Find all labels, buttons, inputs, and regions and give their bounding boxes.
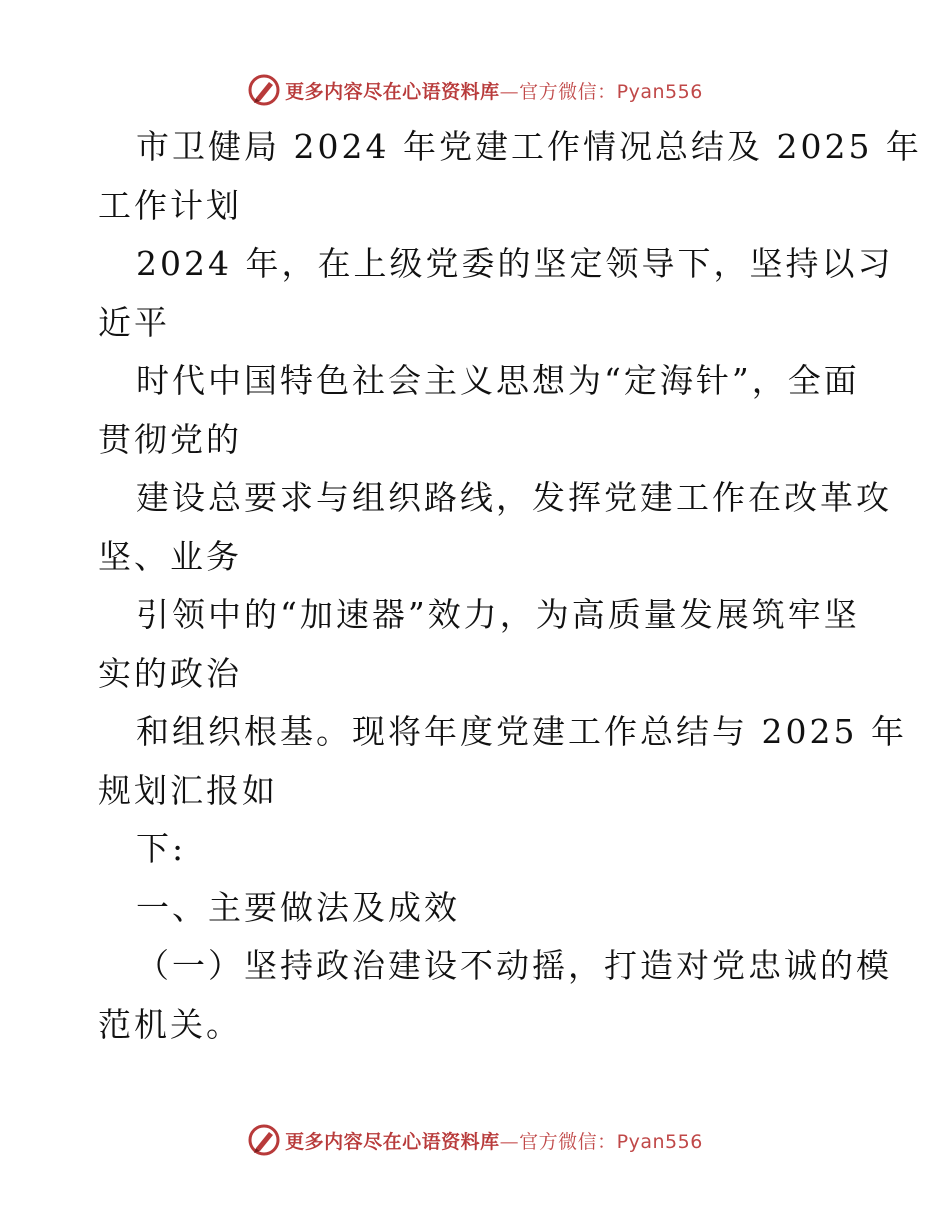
footer-banner — [0, 1120, 950, 1160]
subsection-heading-line-2: 范机关。 — [98, 1004, 242, 1044]
doc-title-line-2: 工作计划 — [98, 185, 242, 225]
header-separator: — — [499, 80, 520, 103]
doc-title-line-1: 市卫健局 2024 年党建工作情况总结及 2025 年 — [136, 127, 922, 166]
header-contact-text: 官方微信：Pyan556 — [519, 80, 703, 103]
header-banner — [0, 70, 950, 110]
doc-paragraph-line: 2024 年，在上级党委的坚定领导下，坚持以习 — [136, 244, 894, 283]
footer-brand-text: 更多内容尽在心语资料库 — [285, 1130, 500, 1153]
doc-paragraph-line: 时代中国特色社会主义思想为“定海针”，全面 — [136, 361, 860, 400]
footer-separator: — — [499, 1130, 520, 1153]
doc-paragraph-line: 引领中的“加速器”效力，为高质量发展筑牢坚 — [136, 595, 860, 634]
subsection-heading-line-1: （一）坚持政治建设不动摇，打造对党忠诚的模 — [136, 946, 892, 985]
doc-paragraph-line: 建设总要求与组织路线，发挥党建工作在改革攻 — [136, 478, 892, 517]
doc-paragraph-line: 和组织根基。现将年度党建工作总结与 2025 年 — [136, 712, 907, 751]
document-body — [98, 118, 922, 1054]
doc-paragraph-line: 贯彻党的 — [98, 419, 242, 459]
header-banner-text — [285, 77, 703, 104]
header-brand-text: 更多内容尽在心语资料库 — [285, 80, 500, 103]
footer-contact-text: 官方微信：Pyan556 — [519, 1130, 703, 1153]
doc-paragraph-line: 规划汇报如 — [98, 770, 278, 810]
pen-logo-icon — [247, 1123, 281, 1157]
doc-paragraph-line: 近平 — [98, 302, 170, 342]
doc-paragraph-line: 坚、业务 — [98, 536, 242, 576]
doc-paragraph-line: 下: — [136, 829, 187, 868]
footer-banner-text — [285, 1127, 703, 1154]
pen-logo-icon — [247, 73, 281, 107]
section-heading: 一、主要做法及成效 — [136, 887, 460, 927]
doc-paragraph-line: 实的政治 — [98, 653, 242, 693]
